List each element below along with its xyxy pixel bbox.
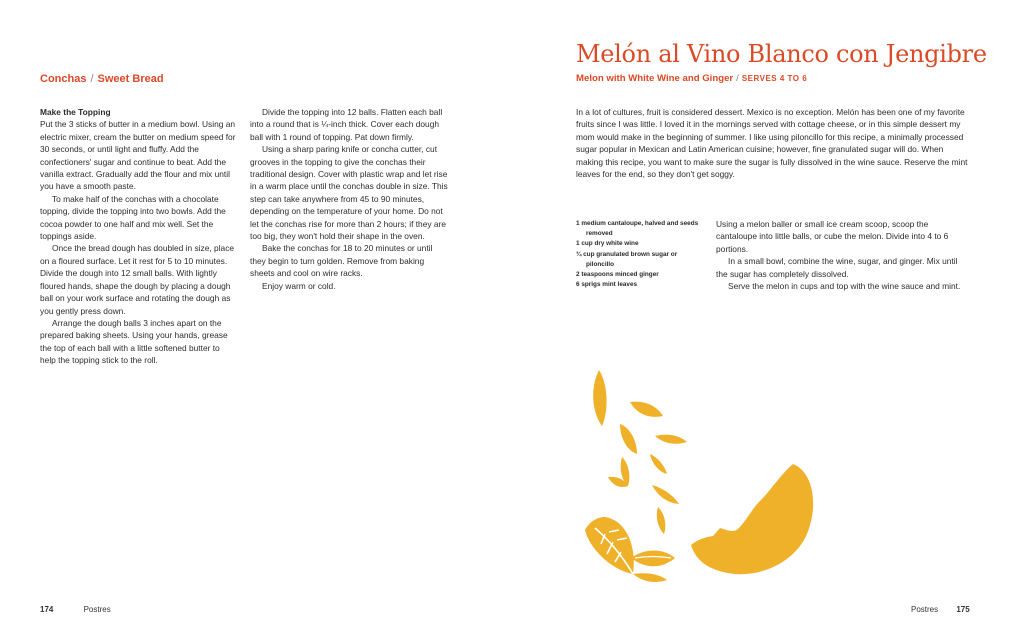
left-footer [40, 605, 111, 614]
recipe-title: Melón al Vino Blanco con Jengibre [576, 40, 987, 68]
footer-section: Postres [911, 605, 939, 614]
paragraph: To make half of the conchas with a chocolate topping, divide the topping into two bowls. Add the cocoa powder to one half and mix well. Set the toppings aside. [40, 193, 226, 242]
section-title-slash: / [90, 73, 94, 85]
right-footer [911, 605, 970, 614]
paragraph: Bake the conchas for 18 to 20 minutes or until they begin to turn golden. Remove from baking sheets and cool on wire racks. [250, 243, 433, 279]
subtitle-english: Melon with White Wine and Ginger [576, 73, 734, 84]
paragraph: Enjoy warm or cold. [262, 280, 336, 291]
topping-heading: Make the Topping [40, 107, 111, 117]
serves-label: SERVES 4 TO 6 [741, 74, 808, 83]
paragraph: Once the bread dough has doubled in size, place on a floured surface. Let it rest for 5 to 10 minutes. Divide the dough into 12 small balls. With lightly floured hands, shape the dough by placing a dough ball on your work surface and rotating the dough as you gently press down. [40, 243, 235, 316]
left-column-1 [40, 106, 236, 367]
ginger-slices-icon [593, 370, 687, 534]
section-title-main: Conchas [40, 73, 87, 85]
section-title [40, 73, 164, 85]
method-steps [716, 218, 971, 292]
recipe-subtitle [576, 73, 807, 84]
intro-paragraph: In a lot of cultures, fruit is considered dessert. Mexico is no exception. Melón has been one of my favorite fruits since I was little. I loved it in the mornings served with cottage cheese, or in this simple dessert my mom would make in the beginning of summer. I like using piloncillo for this recipe, a minimally processed sugar popular in Mexican and Latin American cuisine; however, fine granulated sugar will do. When making this recipe, you want to make sure the sugar is fully dissolved in the wine sauce. Reserve the mint leaves for the end, so they don't get soggy. [576, 107, 968, 180]
section-title-sub: Sweet Bread [97, 73, 164, 85]
page-number: 174 [40, 605, 54, 614]
ingredient-item: 1 cup dry white wine [576, 240, 639, 248]
ingredient-list [576, 219, 706, 290]
paragraph: Divide the topping into 12 balls. Flatten each ball into a round that is ¼-inch thick. Cover each dough ball with 1 round of topping. Pat down firmly. [250, 107, 443, 142]
ingredient-item: 1 medium cantaloupe, halved and seeds removed [576, 220, 699, 238]
left-column-2 [250, 106, 448, 292]
melon-wedge-icon [691, 464, 813, 574]
ingredient-item: 2 teaspoons minced ginger [576, 271, 659, 279]
method-step: In a small bowl, combine the wine, sugar, and ginger. Mix until the sugar has completely dissolved. [716, 256, 958, 279]
subtitle-slash: / [736, 73, 739, 84]
method-step: Using a melon baller or small ice cream scoop, scoop the cantaloupe into little balls, or cube the melon. Divide into 4 to 6 portions. [716, 219, 949, 254]
recipe-intro [576, 106, 971, 180]
method-step: Serve the melon in cups and top with the wine sauce and mint. [728, 281, 961, 292]
footer-section: Postres [83, 605, 111, 614]
page-number: 175 [956, 605, 970, 614]
paragraph: Arrange the dough balls 3 inches apart on the prepared baking sheets. Using your hands, grease the top of each ball with a little softened butter to help the topping stick to the roll. [40, 317, 228, 366]
paragraph: Put the 3 sticks of butter in a medium bowl. Using an electric mixer, cream the butter on medium speed for 30 seconds, or until light and fluffy. Add the confectioners' sugar and continue to beat. Add the vanilla extract. Gradually add the flour and mix until you have a smooth paste. [40, 119, 236, 192]
ingredient-item: ¾ cup granulated brown sugar or piloncillo [576, 250, 678, 268]
paragraph: Using a sharp paring knife or concha cutter, cut grooves in the topping to give the conchas their traditional design. Cover with plastic wrap and let rise in a warm place until the conchas double in size. This step can take anywhere from 45 to 90 minutes, depending on the temperature of your home. Do not let the conchas rise for more than 2 hours; if they are too big, they won't hold their shape in the oven. [250, 144, 448, 242]
melon-illustration [575, 362, 825, 587]
ingredient-item: 6 sprigs mint leaves [576, 281, 638, 289]
